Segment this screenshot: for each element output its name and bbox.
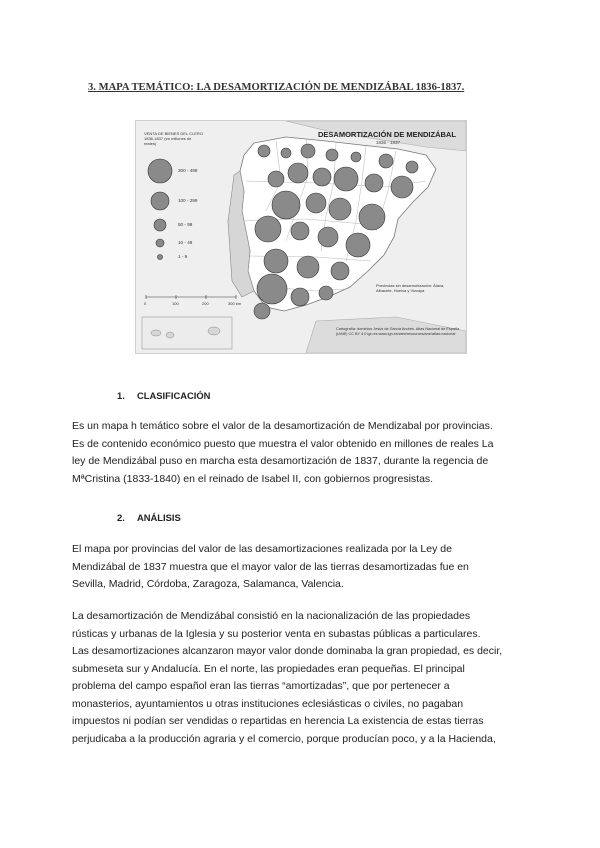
text-line: MªCristina (1833-1840) en el reinado de Isabel II, con gobiernos progresistas. — [72, 472, 434, 485]
text-line: impuestos ni podían ser vendidas o repartidas en herencia La existencia de estas tierras — [72, 715, 484, 727]
section-title: CLASIFICACIÓN — [137, 390, 211, 401]
text-line: perjudicaba a la producción agraria y el comercio, porque producían poco, y a la Hacienda, — [72, 732, 496, 745]
analisis-paragraph-1 — [72, 541, 528, 594]
text-line: La desamortización de Mendizábal consistió en la nacionalización de las propiedades — [72, 610, 471, 622]
text-line: El mapa por provincias del valor de las desamortizaciones realizada por la Ley de — [72, 543, 452, 555]
section-number: 1. — [117, 390, 125, 401]
text-line: Mendizábal de 1837 muestra que el mayor valor de las tierras desamortizadas fue en — [72, 560, 469, 573]
legend-label: 300 - 498 — [178, 168, 198, 173]
legend-label: 100 - 299 — [178, 198, 198, 203]
legend-title: VENTA DE BIENES DEL CLERO 1836-1837 (en millones de reales) — [144, 131, 203, 146]
text-line: problema del campo español eran las tierras “amortizadas”, que por pertenecer a — [72, 680, 450, 692]
scale-label: 200 — [202, 301, 209, 306]
map-credit: Cartografía: dominios Jesús de García Andrés. Atlas Nacional de España (IANE) CC BY 4.0 ign.es www.ign.es/web/resources/ane/atlas-nacional — [336, 327, 460, 336]
map-graphic — [136, 121, 466, 353]
section-heading-analisis — [117, 512, 181, 523]
text-line: Es un mapa h temático sobre el valor de la desamortización de Mendizabal por provincias. — [72, 420, 493, 432]
analisis-paragraph-2 — [72, 608, 528, 748]
section-number: 2. — [117, 512, 125, 523]
section-title: ANÁLISIS — [137, 512, 181, 523]
text-line: ley de Mendizábal puso en marcha esta desamortización de 1837, durante la regencia de — [72, 455, 489, 467]
map-subtitle: 1836 - 1837 — [376, 140, 401, 145]
text-line: submeseta sur y Andalucía. En el norte, las propiedades eran pequeñas. El principal — [72, 662, 465, 675]
scale-label: 0 — [144, 301, 147, 306]
text-line: monasterios, ayuntamientos u otras instituciones eclesiásticas o civiles, no pagaban — [72, 697, 464, 710]
map-note: Provincias sin desamortización: Álava, Albacete, Huelva y Vizcaya — [376, 283, 445, 293]
text-line: Sevilla, Madrid, Córdoba, Zaragoza, Salamanca, Valencia. — [72, 578, 344, 590]
document-title: 3. MAPA TEMÁTICO: LA DESAMORTIZACIÓN DE MENDIZÁBAL 1836-1837. — [88, 82, 465, 93]
section-heading-clasificacion — [117, 390, 210, 401]
text-line: rústicas y urbanas de la Iglesia y su posterior venta en subastas públicas a particulares. — [72, 627, 481, 640]
scale-label: 300 km — [228, 301, 242, 306]
scale-label: 100 — [172, 301, 179, 306]
clasificacion-paragraph — [72, 418, 528, 488]
legend-label: 1 - 9 — [178, 254, 188, 259]
text-line: Las desamortizaciones alcanzaron mayor valor donde dominaba la gran propiedad, es decir, — [72, 645, 503, 657]
legend-label: 10 - 49 — [178, 240, 193, 245]
map-title: DESAMORTIZACIÓN DE MENDIZÁBAL — [318, 130, 456, 139]
thematic-map — [135, 120, 467, 354]
legend-label: 50 - 99 — [178, 222, 193, 227]
text-line: Es de contenido económico puesto que muestra el valor obtenido en millones de reales La — [72, 437, 494, 450]
